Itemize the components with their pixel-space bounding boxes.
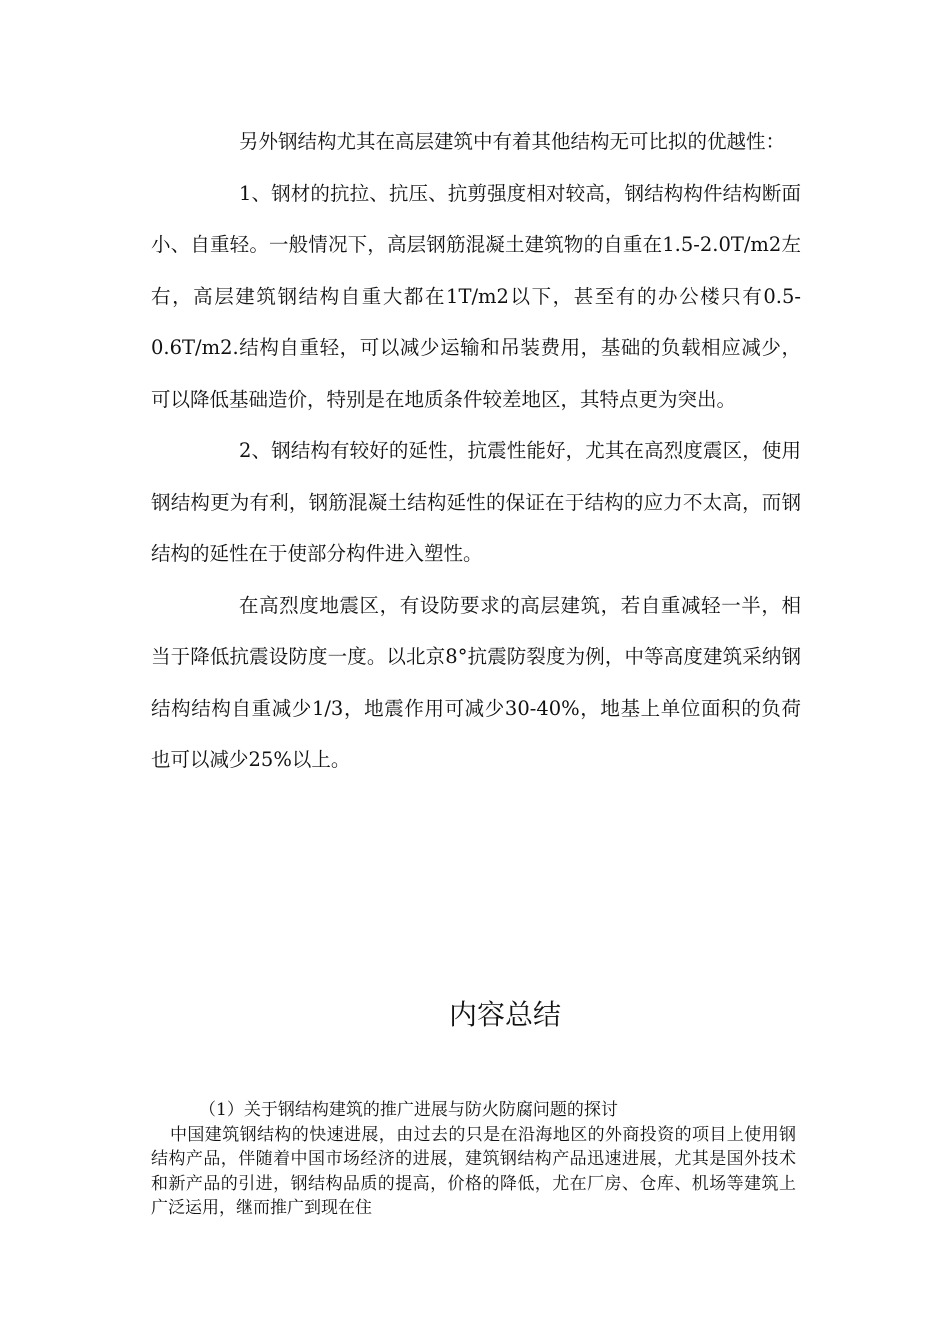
- summary-heading: （1）关于钢结构建筑的推广进展与防火防腐问题的探讨: [199, 1100, 618, 1120]
- paragraph-intro: 另外钢结构尤其在高层建筑中有着其他结构无可比拟的优越性：: [239, 130, 786, 153]
- summary-body: 中国建筑钢结构的快速进展，由过去的只是在沿海地区的外商投资的项目上使用钢结构产品，伴随着中国市场经济的进展，建筑钢结构产品迅速进展，尤其是国外技术和新产品的引进，钢结构品质的提高，价格的降低，尤在厂房、仓库、机场等建筑上广泛运用，继而推广到现在住: [151, 1124, 796, 1218]
- document-body: [151, 116, 801, 786]
- paragraph-point-2: 2、钢结构有较好的延性，抗震性能好，尤其在高烈度震区，使用钢结构更为有利，钢筋混凝土结构延性的保证在于结构的应力不太高，而钢结构的延性在于使部分构件进入塑性。: [151, 439, 801, 565]
- section-title: 内容总结: [448, 998, 561, 1031]
- summary-block: [151, 1098, 796, 1221]
- paragraph-point-1: 1、钢材的抗拉、抗压、抗剪强度相对较高，钢结构构件结构断面小、自重轻。一般情况下，高层钢筋混凝土建筑物的自重在1.5-2.0T/m2左右，高层建筑钢结构自重大都在1T/m2以下，甚至有的办公楼只有0.5-0.6T/m2.结构自重轻，可以减少运输和吊装费用，基础的负载相应减少，可以降低基础造价，特别是在地质条件较差地区，其特点更为突出。: [151, 181, 801, 411]
- paragraph-seismic: 在高烈度地震区，有设防要求的高层建筑，若自重减轻一半，相当于降低抗震设防度一度。以北京8°抗震防裂度为例，中等高度建筑采纳钢结构结构自重减少1/3，地震作用可减少30-40%，地基上单位面积的负荷也可以减少25%以上。: [151, 593, 801, 771]
